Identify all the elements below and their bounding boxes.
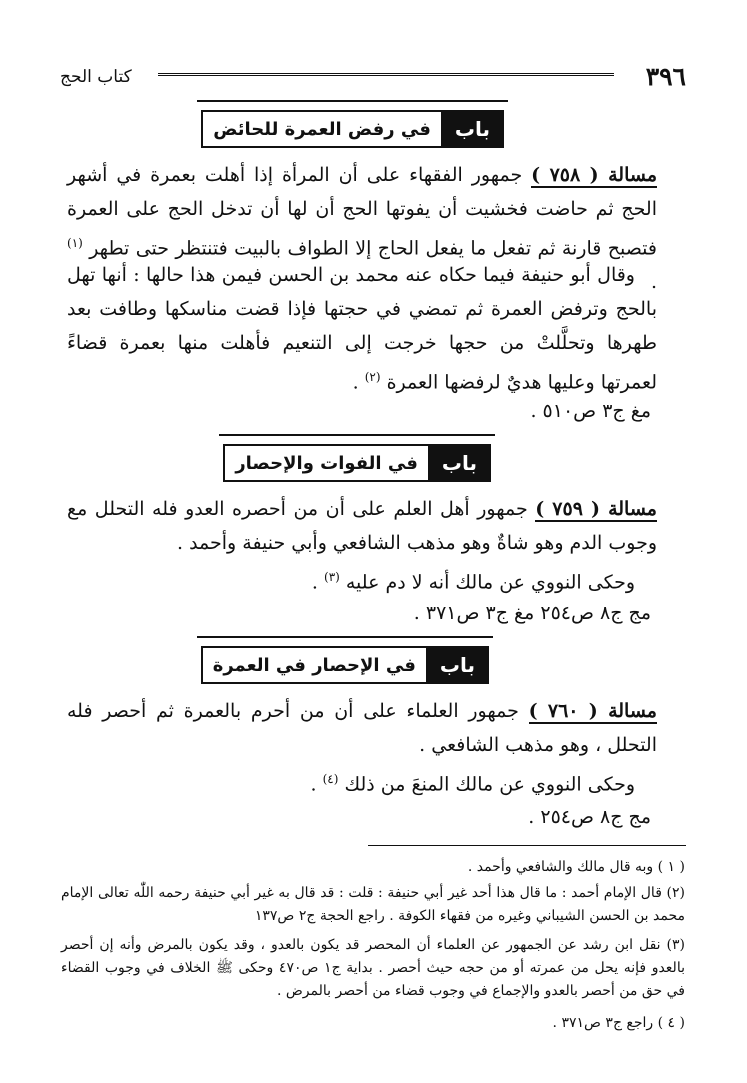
bab-label: باب bbox=[441, 110, 504, 148]
source-reference: مغ ج٣ ص٥١٠ . bbox=[530, 400, 651, 422]
opinion-paragraph: وقال أبو حنيفة فيما حكاه عنه محمد بن الحسن فيمن هذا حالها : أنها تهل بالحج وترفض العمرة ثم تمضي في حجتها فإذا قضت مناسكها وطافت بعد طهرها وتحلَّلتْ من حجها خرجت إلى التنعيم فأهلت منها بعمرة قضاءً لعمرتها وعليها هديٌ لرفضها العمرة $^{(٢)}$ . bbox=[67, 264, 657, 394]
issue-label: مسالة ( ٧٥٨ ) bbox=[531, 164, 657, 186]
opinion-paragraph: وحكى النووي عن مالك أنه لا دم عليه $^{(٣)}$ . bbox=[311, 570, 635, 594]
bab-label: باب bbox=[428, 444, 491, 482]
header-rule bbox=[158, 73, 614, 79]
opinion-text: وقال أبو حنيفة فيما حكاه عنه محمد بن الحسن فيمن هذا حالها : أنها تهل بالحج وترفض العمرة ثم تمضي في حجتها فإذا قضت مناسكها وطافت بعد طهرها وتحلَّلتْ من حجها خرجت إلى التنعيم فأهلت منها بعمرة قضاءً لعمرتها وعليها هديٌ لرفضها العمرة bbox=[67, 264, 657, 394]
footnote-marker: (٢) bbox=[364, 370, 381, 384]
issue-text: جمهور العلماء على أن من أحرم بالعمرة ثم أحصر فله التحلل ، وهو مذهب الشافعي . bbox=[67, 700, 657, 756]
footnote-marker: (١) bbox=[67, 236, 83, 250]
footnote-separator bbox=[368, 845, 686, 846]
source-reference: مج ج٨ ص٢٥٤ . bbox=[528, 806, 651, 828]
heading-frame bbox=[219, 434, 495, 442]
chapter-title: في الفوات والإحصار bbox=[223, 444, 428, 482]
issue-text: جمهور الفقهاء على أن المرأة إذا أهلت بعمرة في أشهر الحج ثم حاضت فخشيت أن يفوتها الحج أن لها أن تدخل الحج على العمرة فتصبح قارنة ثم تفعل ما يفعل الحاج إلا الطواف بالبيت فتنتظر حتى تطهر bbox=[67, 164, 657, 260]
chapter-heading bbox=[201, 110, 504, 148]
bab-label: باب bbox=[426, 646, 489, 684]
footnote-marker: (٣) bbox=[324, 570, 340, 584]
opinion-text: وحكى النووي عن مالك المنعَ من ذلك bbox=[344, 773, 635, 796]
issue-text: جمهور أهل العلم على أن من أحصره العدو فله التحلل مع وجوب الدم وهو شاةٌ وهو مذهب الشافعي وأبي حنيفة وأحمد . bbox=[67, 498, 657, 554]
chapter-heading bbox=[223, 444, 491, 482]
page-number: ٣٩٦ bbox=[645, 62, 686, 91]
issue-paragraph: مسالة ( ٧٥٨ ) جمهور الفقهاء على أن المرأة إذا أهلت بعمرة في أشهر الحج ثم حاضت فخشيت أن يفوتها الحج أن لها أن تدخل الحج على العمرة فتصبح قارنة ثم تفعل ما يفعل الحاج إلا الطواف بالبيت فتنتظر حتى تطهر $^{(١)}$ . bbox=[67, 164, 657, 294]
source-reference: مج ج٨ ص٢٥٤ مغ ج٣ ص٣٧١ . bbox=[413, 602, 651, 624]
footnote: (٢) قال الإمام أحمد : ما قال هذا أحد غير أبي حنيفة : قلت : قد قال به غير أبي حنيفة رحمه اللّٰه تعالى الإمام محمد بن الحسن الشيباني وغيره من فقهاء الكوفة . راجع الحجة ج٢ ص١٣٧ bbox=[61, 885, 685, 924]
footnote: ( ٤ ) راجع ج٣ ص٣٧١ . bbox=[552, 1015, 685, 1031]
chapter-title: في الإحصار في العمرة bbox=[201, 646, 426, 684]
footnote: (٣) نقل ابن رشد عن الجمهور عن العلماء أن المحصر قد يكون بالعدو ، وقد يكون بالمرض وأنه إن أحصر بالعدو فإنه يحل من عمرته أو من حجه حيث أحصر . بداية ج١ ص٤٧٠ وحكى ﷺ الخلاف في وجوب القضاء في حق من أحصر بالعدو والإجماع في وجوب قضاء من أحصر بالمرض . bbox=[61, 937, 685, 999]
book-title: كتاب الحج bbox=[60, 67, 132, 87]
footnote-marker: (٤) bbox=[322, 772, 339, 786]
chapter-heading bbox=[201, 646, 489, 684]
heading-frame bbox=[197, 100, 508, 108]
issue-label: مسالة ( ٧٥٩ ) bbox=[535, 498, 657, 520]
issue-paragraph bbox=[67, 694, 657, 762]
chapter-title: في رفض العمرة للحائض bbox=[201, 110, 441, 148]
page-header bbox=[60, 62, 686, 92]
heading-frame bbox=[197, 636, 493, 644]
opinion-text: وحكى النووي عن مالك أنه لا دم عليه bbox=[345, 571, 635, 594]
issue-paragraph bbox=[67, 492, 657, 560]
footnote: ( ١ ) وبه قال مالك والشافعي وأحمد . bbox=[467, 859, 685, 875]
issue-label: مسالة ( ٧٦٠ ) bbox=[528, 700, 657, 722]
opinion-paragraph: وحكى النووي عن مالك المنعَ من ذلك $^{(٤)}$ . bbox=[310, 772, 635, 796]
